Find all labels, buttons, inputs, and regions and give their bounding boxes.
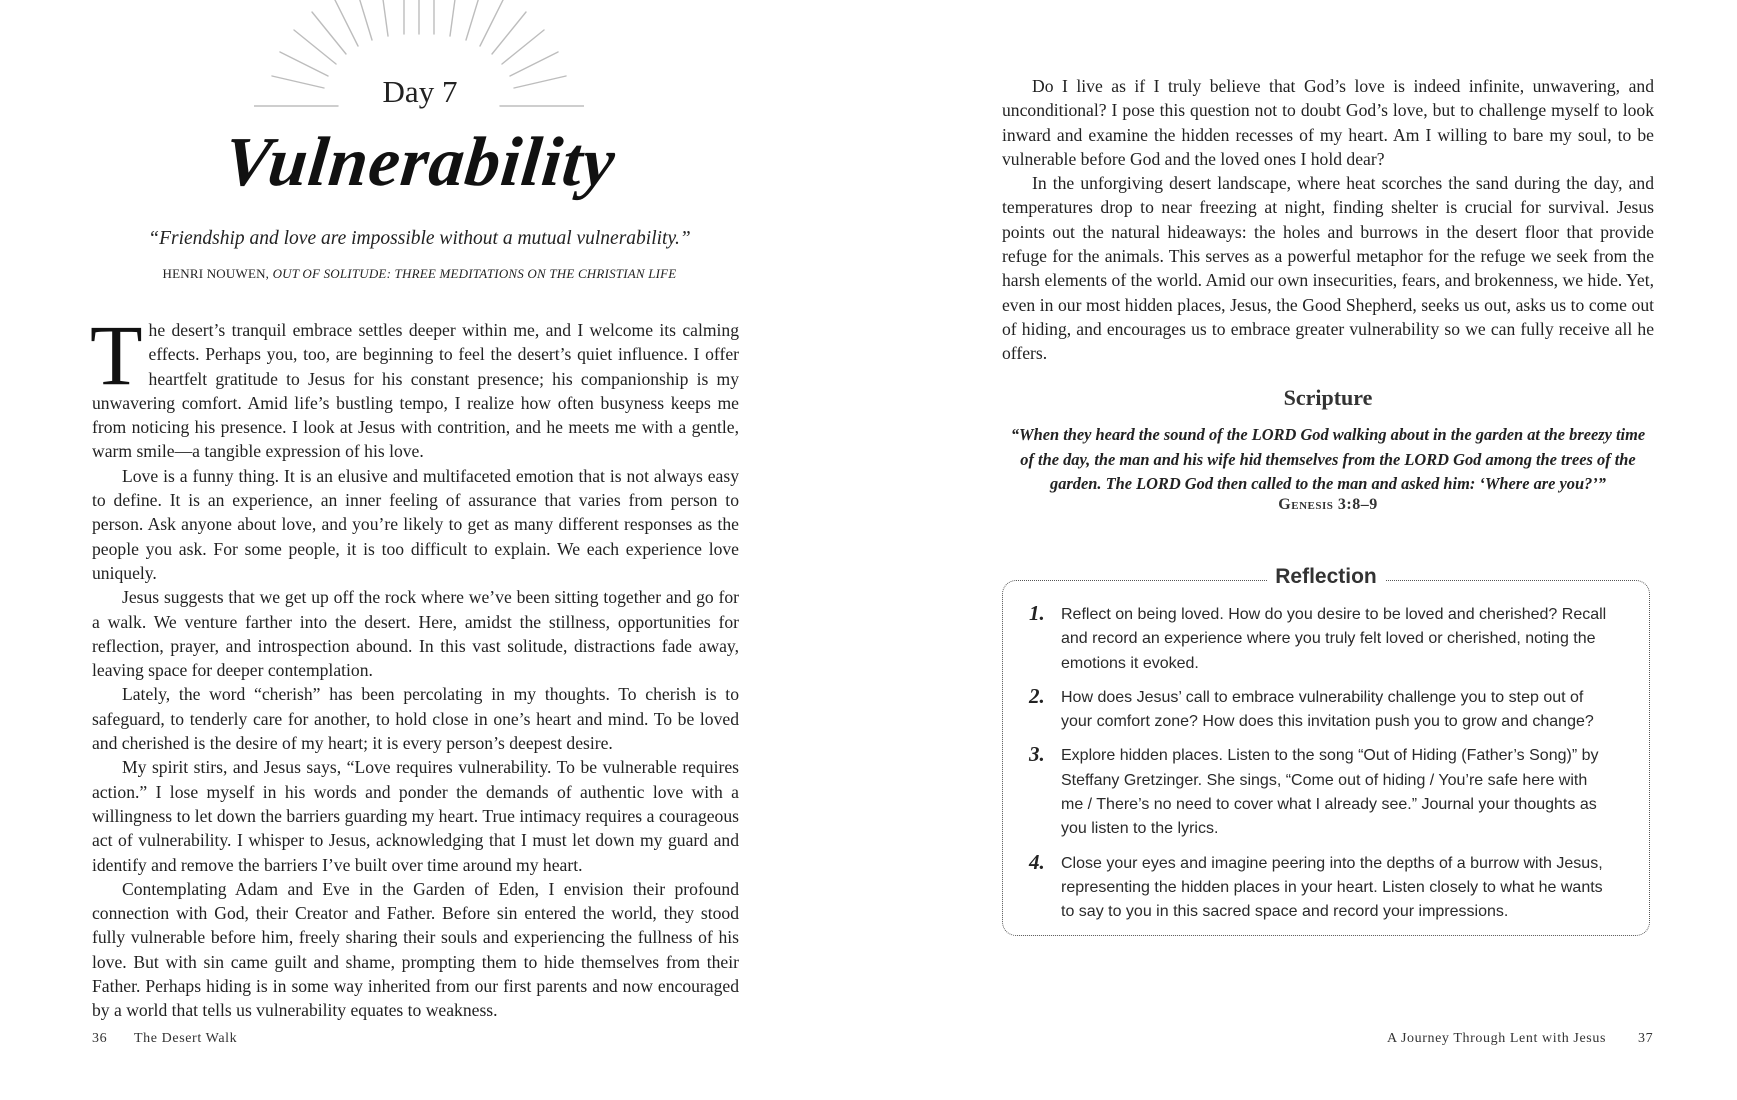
reflection-number: 1. [1029, 601, 1045, 625]
epigraph-quote: “Friendship and love are impossible without a mutual vulnerability.” [148, 228, 691, 249]
reflection-text: Close your eyes and imagine peering into the depths of a burrow with Jesus, representing the hidden places in your heart. Listen closely to what he wants to say to you in this sacred space and record your impressions. [1061, 854, 1603, 921]
left-body-text [90, 307, 739, 1023]
reflection-item [1029, 849, 1609, 925]
body-paragraph: Contemplating Adam and Eve in the Garden of Eden, I envision their profound connection with God, their Creator and Father. Before sin entered the world, they stood fully vulnerable before him, freely sharing their souls and experiencing the fullness of his love. But with sin came guilt and shame, prompting them to hide themselves from their Father. Perhaps hiding is in some way inherited from our first parents and now encouraged by a world that tells us vulnerability equates to weakness. [92, 878, 739, 1021]
body-paragraph: Lately, the word “cherish” has been percolating in my thoughts. To cherish is to safeguard, to tenderly care for another, to hold close in one’s heart and mind. To be loved and cherished is the desire of my heart; it is every person’s deepest desire. [92, 684, 739, 754]
reflection-item [1029, 744, 1609, 841]
running-title: A Journey Through Lent with Jesus [1386, 1031, 1606, 1046]
body-paragraph: Jesus suggests that we get up off the rock where we’ve been sitting together and go for a walk. We venture farther into the desert. Here, amidst the stillness, opportunities for reflection, prayer, and introspection abound. In this vast solitude, distractions fade away, leaving space for deeper contemplation. [92, 587, 739, 681]
right-page [868, 0, 1737, 1100]
reflection-item [1029, 603, 1609, 676]
drop-cap: T [90, 307, 143, 403]
reflection-number: 2. [1029, 683, 1045, 708]
scripture-text: “When they heard the sound of the LORD God walking about in the garden at the breezy time of the day, the man and his wife hid themselves from the LORD God among the trees of the garden. The LORD God then called to the man and asked him: ‘Where are you?’” [1010, 425, 1646, 493]
body-paragraph: Do I live as if I truly believe that God’s love is indeed infinite, unwavering, and unconditional? I pose this question not to doubt God’s love, but to challenge myself to look inward and examine the hidden recesses of my heart. Am I willing to bare my soul, to be vulnerable before God and the loved ones I hold dear? [1002, 76, 1654, 169]
reflection-heading: Reflection [1003, 565, 1649, 589]
page-number: 36 [92, 1031, 108, 1046]
body-paragraph: In the unforgiving desert landscape, where heat scorches the sand during the day, and temperatures drop to near freezing at night, finding shelter is crucial for survival. Jesus points out the natural hideaways: the holes and burrows in the desert floor that provide refuge for the animals. This serves as a powerful metaphor for the refuge we seek from the harsh elements of the world. Amid our own insecurities, fears, and brokenness, we hide. Yet, even in our most hidden places, Jesus, the Good Shepherd, seeks us out, asks us to come out of hiding, and encourages us to embrace greater vulnerability so we can fully receive all he offers. [1002, 173, 1654, 364]
reflection-number: 4. [1029, 849, 1045, 874]
running-title: The Desert Walk [134, 1031, 238, 1046]
body-paragraph: Love is a funny thing. It is an elusive and multifaceted emotion that is not always easy to define. It is an experience, an inner feeling of assurance that varies from person to person. Ask anyone about love, and you’re likely to get as many different responses as the people you ask. For some people, it is too difficult to explain. We each experience love uniquely. [92, 465, 739, 583]
reflection-text: Explore hidden places. Listen to the song “Out of Hiding (Father’s Song)” by Steffany Gretzinger. She sings, “Come out of hiding / You’re safe here with me / There’s no need to cover what I already see.” Journal your thoughts as you listen to the lyrics. [1061, 747, 1599, 838]
reflection-list [1029, 603, 1609, 935]
reflection-box [1002, 565, 1650, 936]
chapter-title: Vulnerability [220, 124, 620, 201]
body-paragraph: The desert’s tranquil embrace settles deeper within me, and I welcome its calming effects. Perhaps you, too, are beginning to feel the desert’s quiet influence. I offer heartfelt gratitude to Jesus for his constant presence; his companionship is my unwavering comfort. Amid life’s bustling tempo, I realize how often busyness keeps me from noticing his presence. I look at Jesus with contrition, and he meets me with a gentle, warm smile—a tangible expression of his love. [90, 307, 739, 462]
epigraph-author: HENRI NOUWEN, [162, 266, 273, 281]
day-label: Day 7 [382, 74, 458, 109]
reflection-text: Reflect on being loved. How do you desire to be loved and cherished? Recall and record an experience where you truly felt loved or cherished, noting the emotions it evoked. [1061, 606, 1607, 672]
left-page [0, 0, 868, 1100]
body-paragraph: My spirit stirs, and Jesus says, “Love requires vulnerability. To be vulnerable requires action.” I lose myself in his words and ponder the demands of authentic love with a willingness to let down the barriers guarding my heart. True intimacy requires a courageous act of vulnerability. I whisper to Jesus, acknowledging that I must let down my guard and identify and remove the barriers I’ve built over time around my heart. [92, 757, 739, 875]
epigraph-book: OUT OF SOLITUDE: THREE MEDITATIONS ON THE CHRISTIAN LIFE [272, 266, 677, 281]
scripture-reference: Genesis 3:8–9 [1278, 496, 1378, 513]
right-body-text [1002, 74, 1654, 366]
scripture-heading: Scripture [1283, 385, 1373, 410]
page-number: 37 [1638, 1031, 1654, 1046]
reflection-item [1029, 683, 1609, 735]
reflection-number: 3. [1029, 742, 1045, 767]
epigraph-source [92, 266, 747, 282]
reflection-text: How does Jesus’ call to embrace vulnerability challenge you to step out of your comfort zone? How does this invitation push you to grow and change? [1061, 688, 1594, 731]
